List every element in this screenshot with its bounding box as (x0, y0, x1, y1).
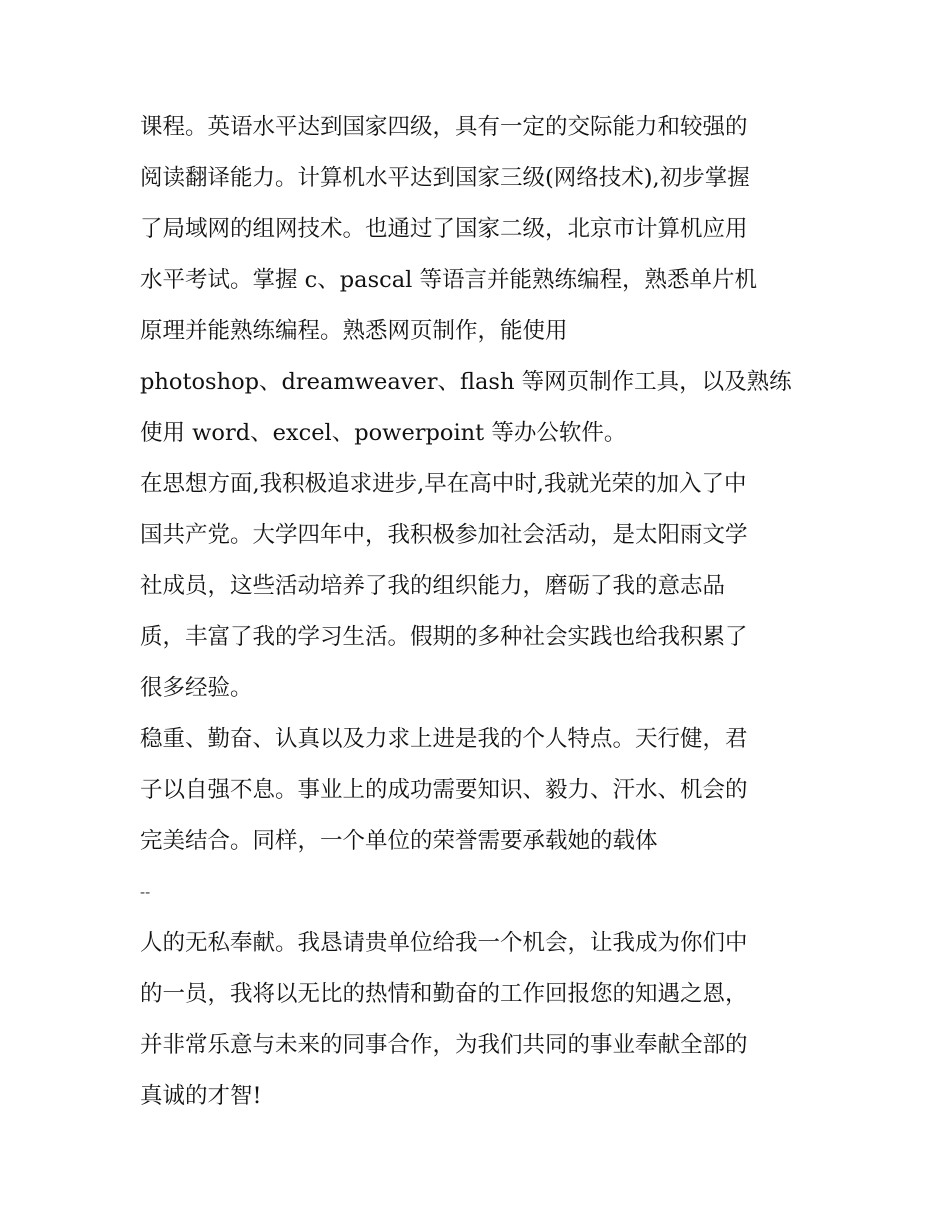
text-line-6: photoshop、dreamweaver、flash 等网页制作工具，以及熟练 (140, 369, 792, 395)
text-line-19: 真诚的才智! (140, 1083, 262, 1109)
text-line-5: 原理并能熟练编程。熟悉网页制作，能使用 (140, 318, 568, 344)
text-line-3: 了局域网的组网技术。也通过了国家二级，北京市计算机应用 (140, 216, 748, 242)
text-line-15: 完美结合。同样，一个单位的荣誉需要承载她的载体 (140, 828, 658, 854)
text-line-14: 子以自强不息。事业上的成功需要知识、毅力、汗水、机会的 (140, 777, 748, 803)
text-line-9: 国共产党。大学四年中，我积极参加社会活动，是太阳雨文学 (140, 522, 748, 548)
page-separator: -- (140, 883, 151, 901)
text-line-18: 并非常乐意与未来的同事合作，为我们共同的事业奉献全部的 (140, 1032, 748, 1058)
text-line-13: 稳重、勤奋、认真以及力求上进是我的个人特点。天行健，君 (140, 726, 748, 752)
text-line-17: 的一员，我将以无比的热情和勤奋的工作回报您的知遇之恩， (140, 981, 748, 1007)
text-line-12: 很多经验。 (140, 675, 253, 701)
text-line-7: 使用 word、excel、powerpoint 等办公软件。 (140, 420, 627, 446)
text-line-10: 社成员，这些活动培养了我的组织能力，磨砺了我的意志品 (140, 573, 726, 599)
document-body (140, 102, 820, 1122)
text-line-11: 质，丰富了我的学习生活。假期的多种社会实践也给我积累了 (140, 624, 748, 650)
text-line-8: 在思想方面,我积极追求进步,早在高中时,我就光荣的加入了中 (140, 471, 747, 497)
text-line-4: 水平考试。掌握 c、pascal 等语言并能熟练编程，熟悉单片机 (140, 267, 757, 293)
text-line-2: 阅读翻译能力。计算机水平达到国家三级(网络技术),初步掌握 (140, 165, 750, 191)
text-line-1: 课程。英语水平达到国家四级，具有一定的交际能力和较强的 (140, 114, 748, 140)
text-line-16: 人的无私奉献。我恳请贵单位给我一个机会，让我成为你们中 (140, 930, 748, 956)
